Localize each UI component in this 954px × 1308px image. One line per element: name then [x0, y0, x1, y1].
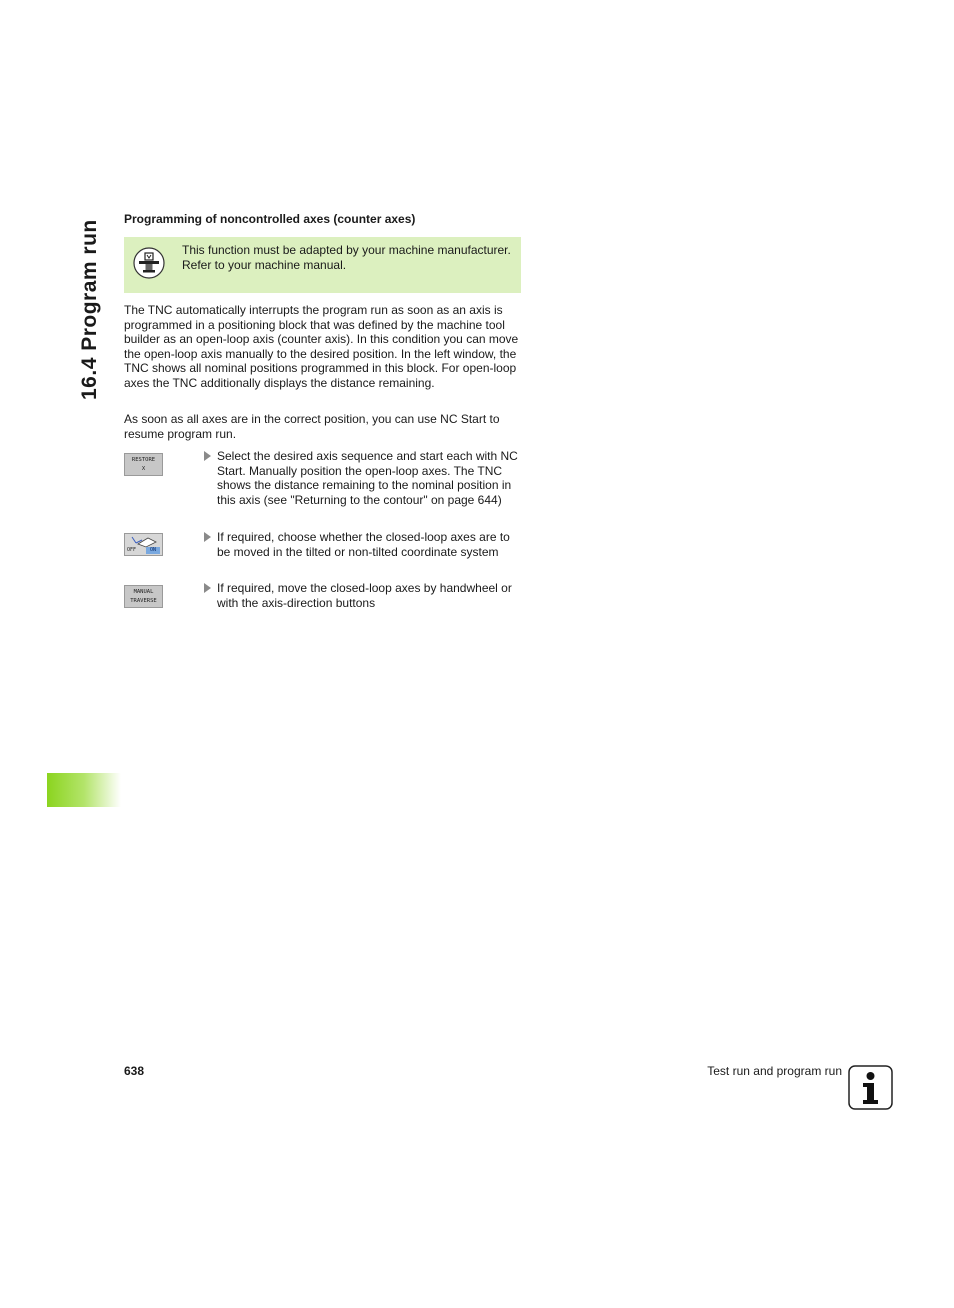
tilted-plane-toggle-softkey[interactable]: [124, 533, 163, 556]
manual-traverse-softkey[interactable]: [124, 585, 163, 608]
footer-chapter-title: Test run and program run: [707, 1064, 842, 1078]
page-number: 638: [124, 1064, 145, 1078]
step-item: [204, 530, 522, 559]
softkey-label-line2: X: [141, 466, 146, 472]
machine-note-text: This function must be adapted by your machine manufacturer. Refer to your machine manual.: [182, 243, 511, 272]
intro-paragraph: The TNC automatically interrupts the program run as soon as an axis is programmed in a positioning block that was defined by the machine tool builder as an open-loop axis (counter axis). In this condition you can move the open-loop axis manually to the desired position. In the left window, the TNC shows all nominal positions programmed in this block. For open-loop axes the TNC additionally displays the distance remaining.: [124, 303, 519, 390]
resume-paragraph: As soon as all axes are in the correct position, you can use NC Start to resume program run.: [124, 412, 500, 441]
step-arrow-icon: [204, 532, 211, 542]
softkey-label-line1: MANUAL: [133, 589, 154, 595]
step-item: [204, 581, 522, 610]
step-arrow-icon: [204, 451, 211, 461]
machine-note-box: [124, 237, 521, 293]
step-text: Select the desired axis sequence and start each with NC Start. Manually position the open-loop axes. The TNC shows the distance remaining to the nominal position in this axis (see "Returning to the contour" on page 644): [217, 449, 518, 507]
step-item: [204, 449, 522, 507]
machine-manual-icon: [133, 247, 165, 279]
softkey-label-line1: RESTORE: [131, 457, 156, 463]
toggle-off-label: OFF: [127, 547, 137, 553]
section-heading: Programming of noncontrolled axes (counter axes): [124, 212, 416, 226]
step-arrow-icon: [204, 583, 211, 593]
chapter-color-tab: [47, 773, 121, 807]
toggle-on-label: ON: [146, 547, 160, 554]
chapter-title-text: 16.4 Program run: [78, 219, 101, 400]
chapter-side-title: [78, 212, 106, 412]
step-text: If required, move the closed-loop axes by handwheel or with the axis-direction buttons: [217, 581, 512, 610]
softkey-label-line2: TRAVERSE: [130, 598, 157, 604]
step-text: If required, choose whether the closed-loop axes are to be moved in the tilted or non-tilted coordinate system: [217, 530, 510, 559]
restore-x-softkey[interactable]: [124, 453, 163, 476]
info-icon: [848, 1065, 893, 1110]
